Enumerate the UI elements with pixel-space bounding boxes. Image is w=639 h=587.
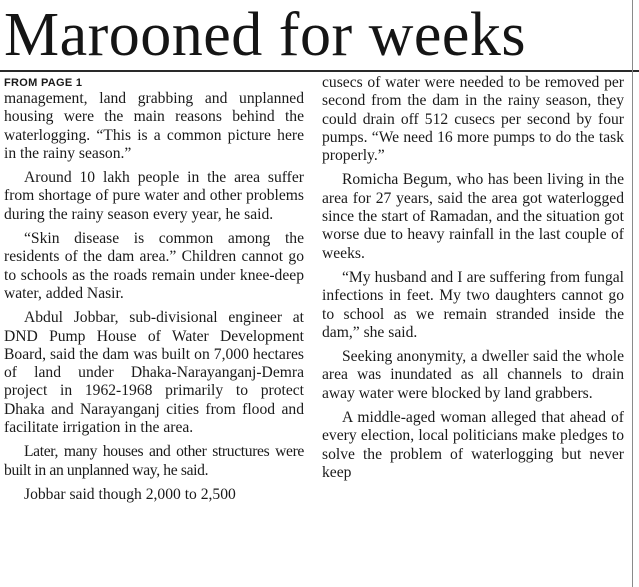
- paragraph: cusecs of water were needed to be removed per second from the dam in the rainy season, they could drain off 512 cusecs per second by four pumps. “We need 16 more pumps to do the task properly.”: [322, 74, 624, 165]
- paragraph: Around 10 lakh people in the area suffer from shortage of pure water and other problems during the rainy season every year, he said.: [4, 169, 304, 223]
- left-column: [4, 76, 304, 510]
- clipping-edge: [632, 0, 633, 587]
- paragraph: management, land grabbing and unplanned housing were the main reasons behind the waterlogging. “This is a common picture here in the rainy season.”: [4, 90, 304, 162]
- from-page-label: FROM PAGE 1: [4, 77, 83, 89]
- paragraph: “Skin disease is common among the residents of the dam area.” Children cannot go to schools as the roads remain under knee-deep water, added Nasir.: [4, 230, 304, 302]
- headline-rule: [0, 70, 639, 72]
- paragraph: Jobbar said though 2,000 to 2,500: [24, 485, 236, 503]
- paragraph: Later, many houses and other structures were built in an unplanned way, he said.: [4, 443, 304, 479]
- right-column: [322, 74, 624, 488]
- paragraph: A middle-aged woman alleged that ahead of every election, local politicians make pledges to solve the problem of waterlogging but never keep: [322, 409, 624, 481]
- paragraph: “My husband and I are suffering from fungal infections in feet. My two daughters cannot go to school as we remain stranded inside the dam,” she said.: [322, 268, 624, 341]
- headline: Marooned for weeks: [4, 1, 527, 69]
- paragraph: Seeking anonymity, a dweller said the whole area was inundated as all channels to drain away water were blocked by land grabbers.: [322, 348, 624, 402]
- paragraph: Romicha Begum, who has been living in the area for 27 years, said the area got waterlogged since the start of Ramadan, and the situation got worse due to heavy rainfall in the last couple of weeks.: [322, 171, 624, 262]
- paragraph: Abdul Jobbar, sub-divisional engineer at DND Pump House of Water Development Board, said the dam was built on 7,000 hectares of land under Dhaka-Narayanganj-Demra project in 1962-1968 primarily to protect Dhaka and Narayanganj cities from flood and facilitate irrigation in the area.: [4, 309, 304, 437]
